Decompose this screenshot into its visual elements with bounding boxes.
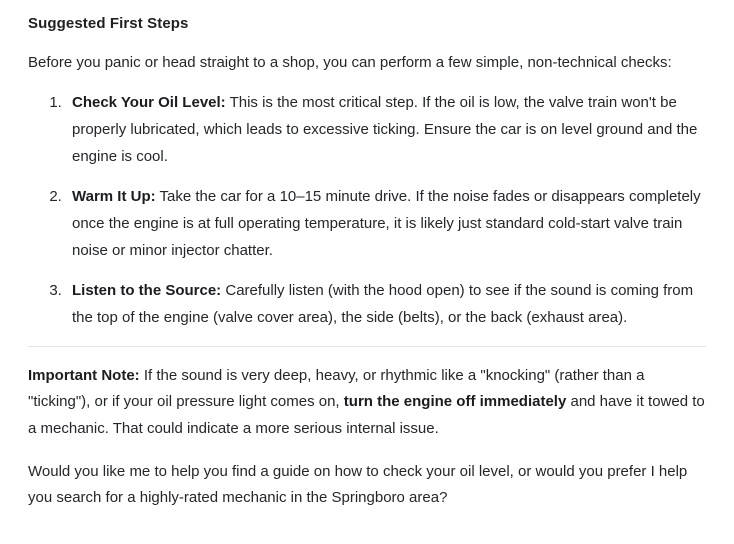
section-divider [28,346,706,347]
suggested-steps-list [28,90,706,332]
important-note-text-part2: and have it towed to a mechanic. That could indicate a more serious internal issue. [28,393,705,438]
list-item [66,278,706,331]
step-text: Carefully listen (with the hood open) to see if the sound is coming from the top of the engine (valve cover area), the side (belts), or the back (exhaust area). [72,282,694,326]
important-note [28,363,706,443]
important-note-emphasis: turn the engine off immediately [343,393,567,411]
step-text: This is the most critical step. If the oil is low, the valve train won't be properly lubricated, which leads to excessive ticking. Ensure the car is on level ground and the engine is cool. [72,94,698,165]
step-label: Warm It Up: [72,188,156,206]
intro-paragraph: Before you panic or head straight to a shop, you can perform a few simple, non-technical checks: [28,53,672,71]
closing-question: Would you like me to help you find a guide on how to check your oil level, or would you prefer I help you search for a highly-rated mechanic in the Springboro area? [28,462,688,507]
important-note-text-part1: If the sound is very deep, heavy, or rhythmic like a "knocking" (rather than a "ticking"), or if your oil pressure light comes on, [28,366,645,411]
step-label: Check Your Oil Level: [72,94,226,112]
page-title: Suggested First Steps [28,15,189,32]
step-text: Take the car for a 10–15 minute drive. If the noise fades or disappears completely once the engine is at full operating temperature, it is likely just standard cold-start valve train noise or minor injector chatter. [72,188,701,259]
step-label: Listen to the Source: [72,282,222,300]
list-item [66,90,706,170]
important-note-label: Important Note: [28,366,140,384]
list-item [66,184,706,264]
